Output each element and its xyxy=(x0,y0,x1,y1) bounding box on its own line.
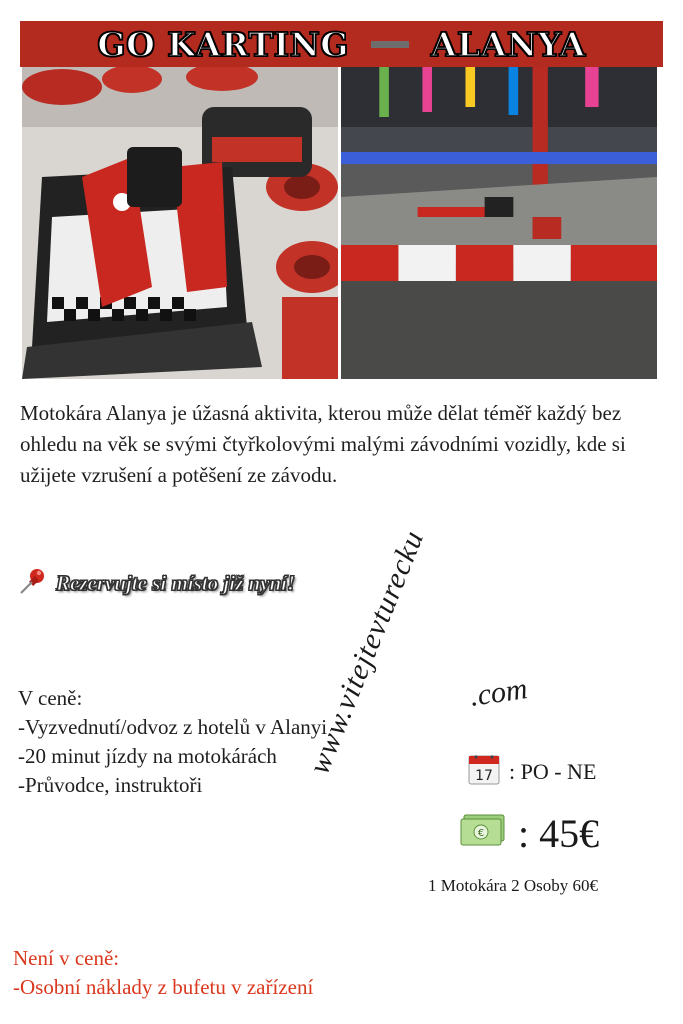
website-watermark-end: .com xyxy=(467,672,530,713)
svg-text:17: 17 xyxy=(475,768,493,784)
price-text: : 45€ xyxy=(518,811,600,856)
go-kart-photo xyxy=(22,67,338,379)
schedule xyxy=(467,752,596,792)
price xyxy=(460,810,599,857)
included-heading: V ceně: xyxy=(18,686,83,710)
excluded-heading: Není v ceně: xyxy=(13,946,120,970)
included-list xyxy=(18,684,327,800)
schedule-text: : PO - NE xyxy=(509,759,597,784)
reserve-callout xyxy=(18,566,295,601)
excluded-list xyxy=(13,944,313,1002)
money-icon xyxy=(460,810,508,857)
banner-dash xyxy=(371,41,409,48)
list-item: -Průvodce, instruktoři xyxy=(18,773,203,797)
photo-strip xyxy=(22,67,657,379)
website-watermark: www.vitejtevturecku xyxy=(302,525,431,779)
list-item: -Osobní náklady z bufetu v zařízení xyxy=(13,975,314,999)
activity-description: Motokára Alanya je úžasná aktivita, kterou může dělat téměř každý bez ohledu na věk se svými čtyřkolovými malými závodními vozidly, kde si užijete vzrušení a potěšení ze závodu. xyxy=(20,401,626,487)
calendar-icon xyxy=(467,752,501,792)
banner-title-left: GO KARTING xyxy=(97,24,349,64)
title-banner xyxy=(20,21,663,67)
banner-title-right: ALANYA xyxy=(430,24,586,64)
svg-text:€: € xyxy=(477,828,485,839)
price-note: 1 Motokára 2 Osoby 60€ xyxy=(428,876,598,895)
indoor-track-photo xyxy=(341,67,657,379)
list-item: -Vyzvednutí/odvoz z hotelů v Alanyi xyxy=(18,715,328,739)
pushpin-icon xyxy=(18,566,48,601)
list-item: -20 minut jízdy na motokárách xyxy=(18,744,277,768)
reserve-text: Rezervujte si místo již nyní! xyxy=(56,571,296,595)
